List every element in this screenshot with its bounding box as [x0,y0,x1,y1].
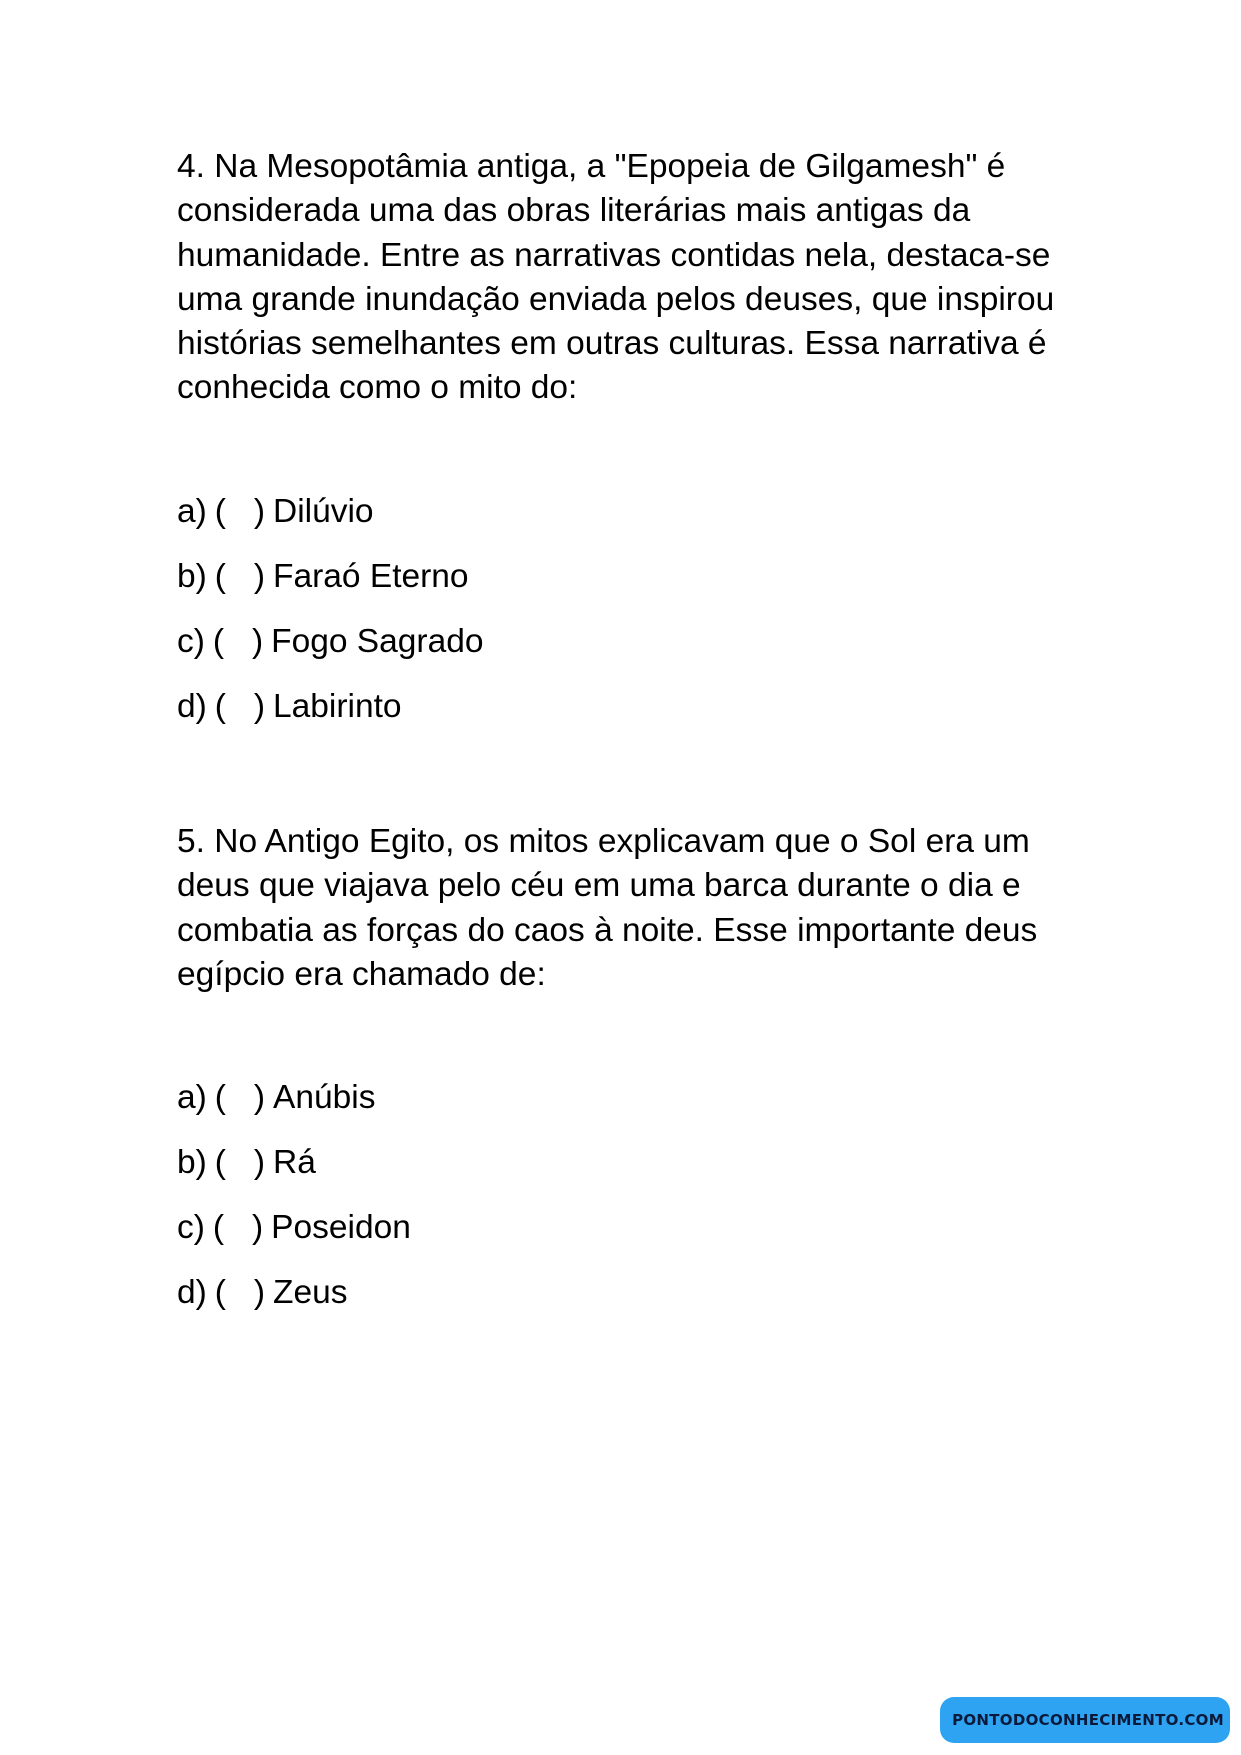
option-letter: c) [177,1209,205,1247]
option-5a[interactable] [177,1076,1077,1141]
answer-checkbox[interactable]: ( ) [214,1079,266,1117]
option-letter: b) [177,557,207,595]
question-4-options [177,490,1077,750]
answer-checkbox[interactable]: ( ) [214,557,266,595]
option-4c[interactable] [177,620,1077,685]
option-4a[interactable] [177,490,1077,555]
option-text: Anúbis [273,1079,376,1117]
question-5 [177,820,1077,1336]
answer-checkbox[interactable]: ( ) [214,687,266,725]
option-letter: d) [177,687,207,725]
option-letter: c) [177,622,205,660]
answer-checkbox[interactable]: ( ) [214,492,266,530]
option-5c[interactable] [177,1206,1077,1271]
option-text: Labirinto [273,687,402,725]
option-letter: a) [177,1079,207,1117]
option-text: Dilúvio [273,492,374,530]
question-4-text: 4. Na Mesopotâmia antiga, a "Epopeia de Gilgamesh" é considerada uma das obras literárias mais antigas da humanidade. Entre as narrativas contidas nela, destaca-se uma grande inundação enviada pelos deuses, que inspirou histórias semelhantes em outras culturas. Essa narrativa é conhecida como o mito do: [177,148,1055,407]
option-text: Faraó Eterno [273,557,469,595]
option-5b[interactable] [177,1141,1077,1206]
question-5-text: 5. No Antigo Egito, os mitos explicavam que o Sol era um deus que viajava pelo céu em uma barca durante o dia e combatia as forças do caos à noite. Esse importante deus egípcio era chamado de: [177,823,1038,993]
site-badge-text: PONTODOCONHECIMENTO.COM [952,1711,1224,1729]
option-4d[interactable] [177,685,1077,750]
option-text: Fogo Sagrado [271,622,484,660]
site-badge-link[interactable] [940,1697,1230,1743]
answer-checkbox[interactable]: ( ) [214,1144,266,1182]
option-4b[interactable] [177,555,1077,620]
question-5-options [177,1076,1077,1336]
answer-checkbox[interactable]: ( ) [212,622,264,660]
option-text: Zeus [273,1274,348,1312]
option-letter: a) [177,492,207,530]
answer-checkbox[interactable]: ( ) [212,1209,264,1247]
option-5d[interactable] [177,1271,1077,1336]
option-text: Poseidon [271,1209,411,1247]
option-letter: d) [177,1274,207,1312]
option-letter: b) [177,1144,207,1182]
question-4 [177,145,1077,750]
option-text: Rá [273,1144,316,1182]
answer-checkbox[interactable]: ( ) [214,1274,266,1312]
